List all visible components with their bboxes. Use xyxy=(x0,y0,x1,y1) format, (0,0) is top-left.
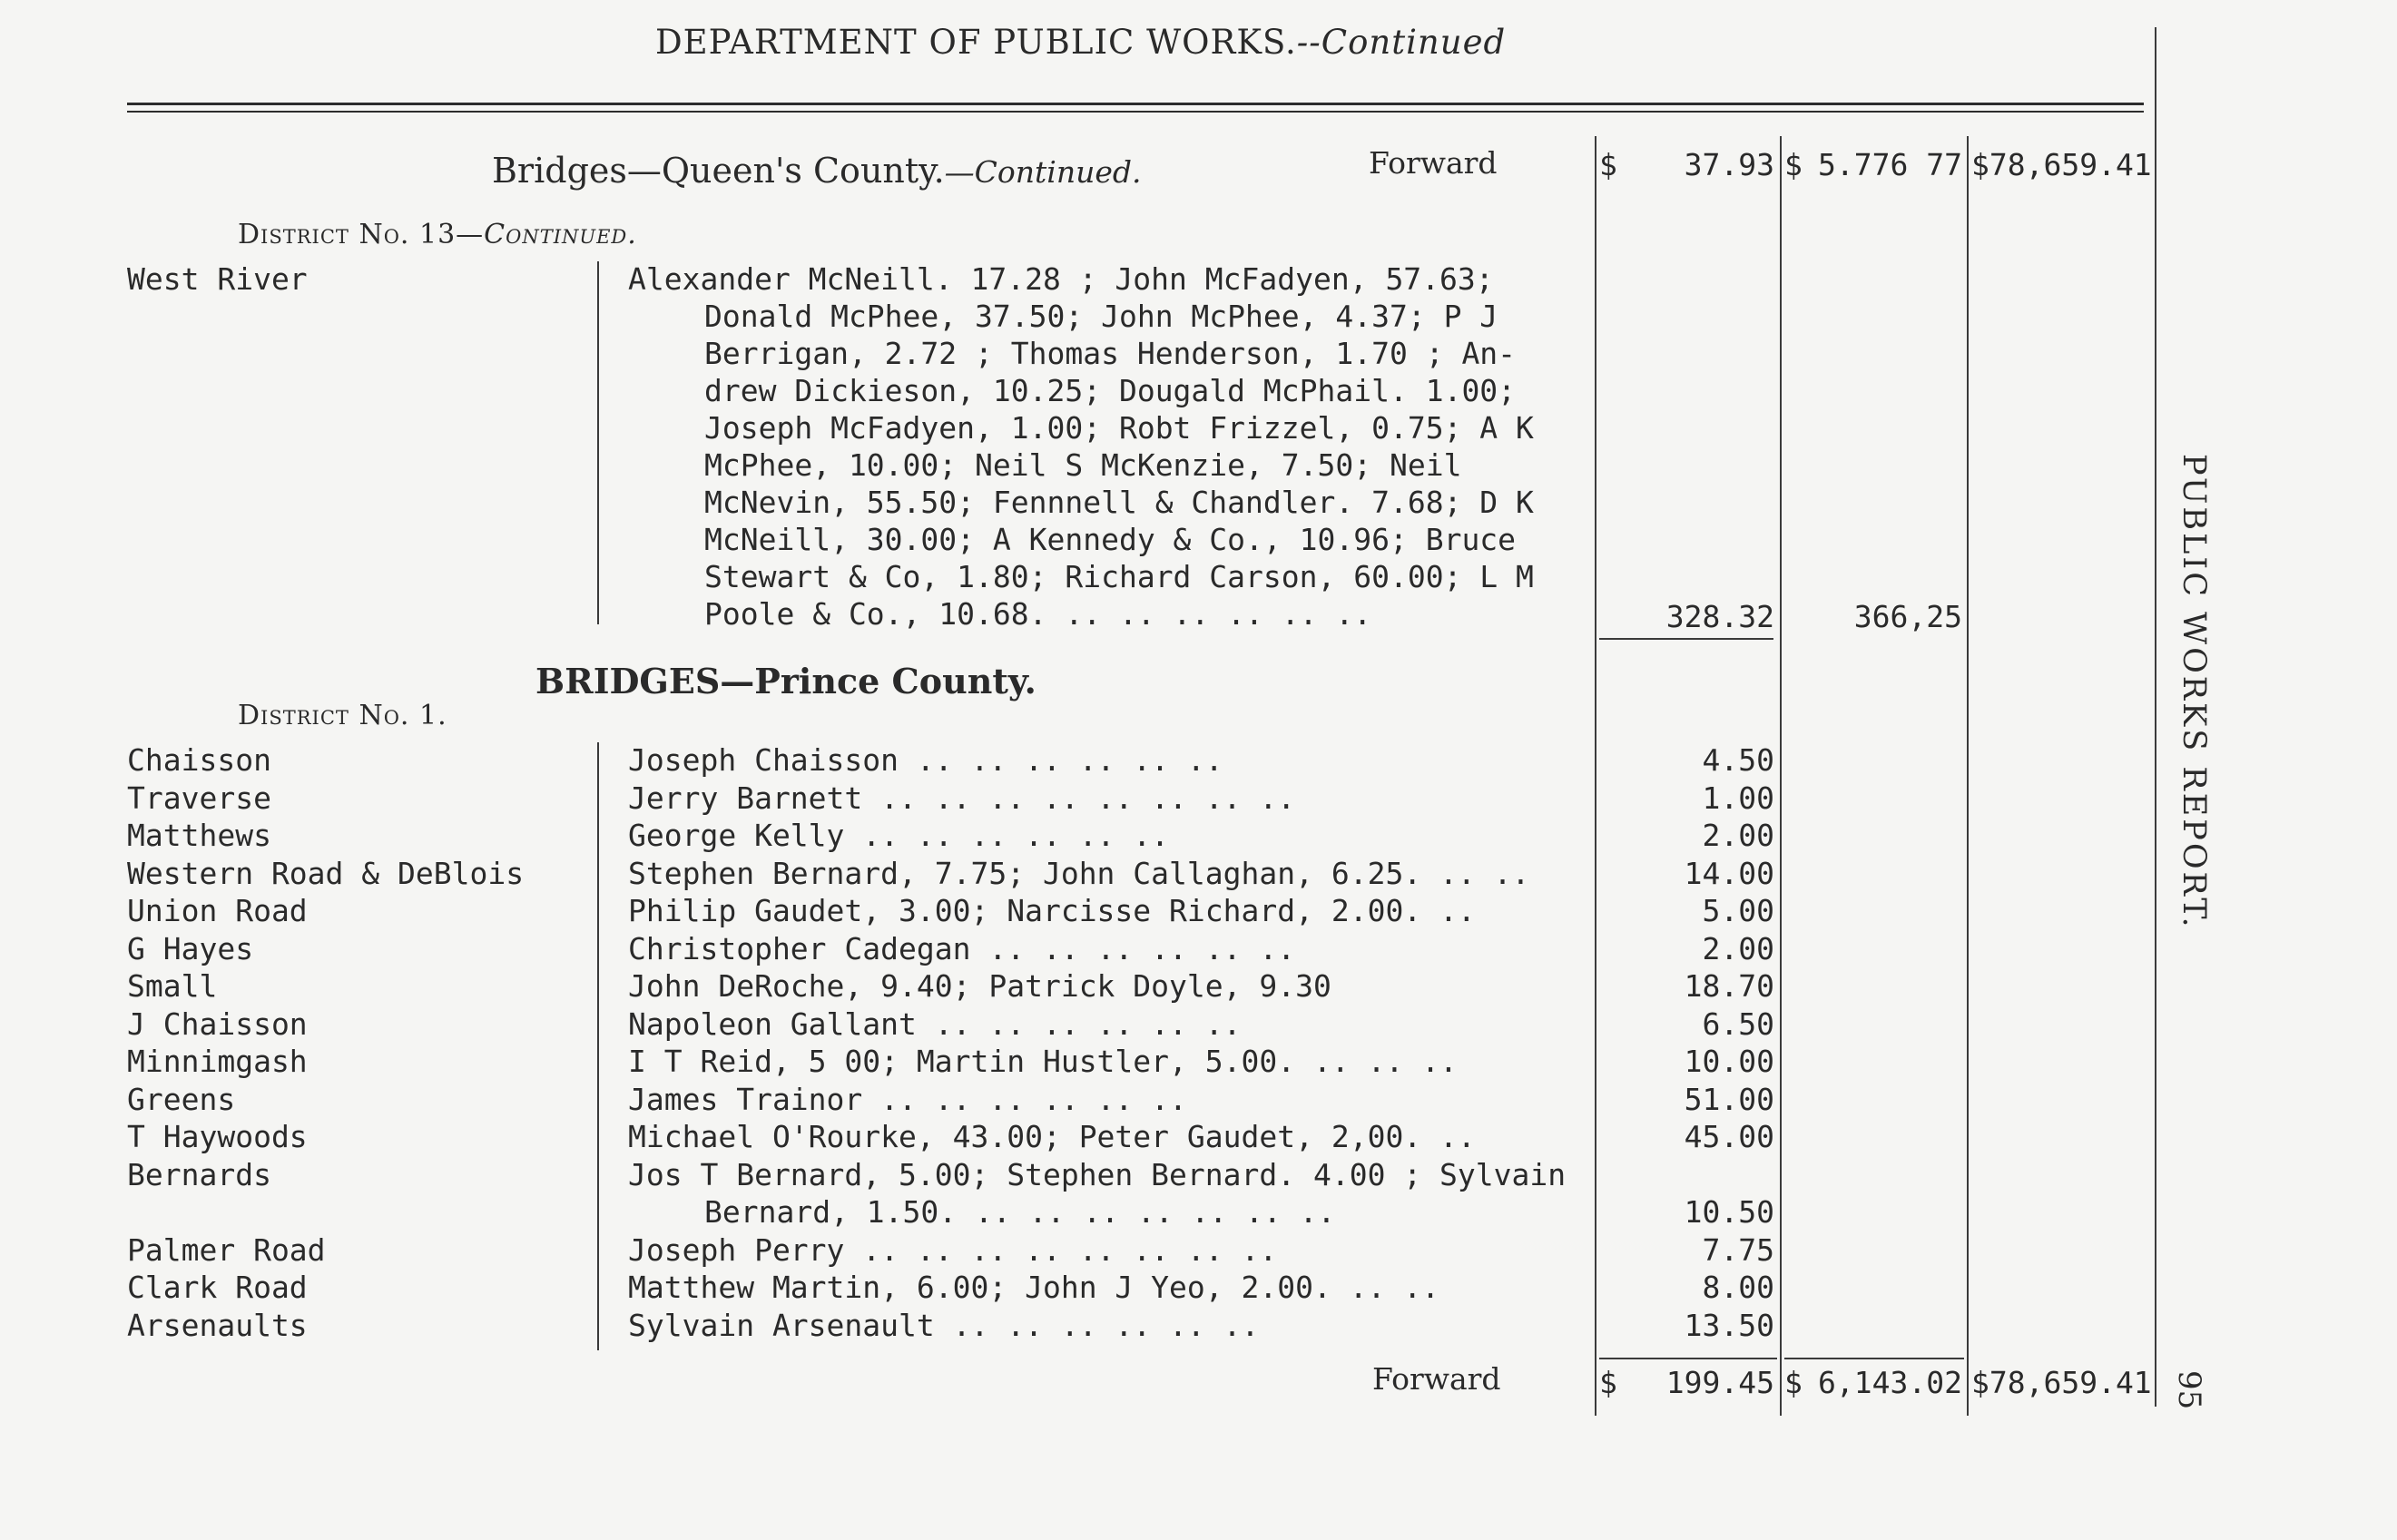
row-payee: George Kelly .. .. .. .. .. .. xyxy=(628,818,1170,853)
row-place: Arsenaults xyxy=(127,1307,308,1343)
section1-district-label: District No. 13— xyxy=(238,219,485,250)
row-place: Traverse xyxy=(127,780,271,816)
section1-payee-line: drew Dickieson, 10.25; Dougald McPhail. 1.00; xyxy=(704,373,1517,408)
row-place: Western Road & DeBlois xyxy=(127,855,525,891)
row-payee: Michael O'Rourke, 43.00; Peter Gaudet, 2,00. .. xyxy=(628,1119,1476,1154)
page-header xyxy=(655,23,1506,62)
page-right-border xyxy=(2155,27,2156,1407)
amount-column-left-line xyxy=(1595,136,1596,1416)
row-amount: 13.50 xyxy=(1684,1307,1774,1343)
row-place: Small xyxy=(127,968,218,1004)
row-payee: Napoleon Gallant .. .. .. .. .. .. xyxy=(628,1005,1242,1042)
forward-label-top: Forward xyxy=(1369,145,1498,181)
section1-payee-line: McNeill, 30.00; A Kennedy & Co., 10.96; Bruce xyxy=(704,522,1517,557)
row-payee: Jerry Barnett .. .. .. .. .. .. .. .. xyxy=(628,780,1296,816)
amount-column-line-3 xyxy=(1967,136,1969,1416)
section1-amount: 328.32 xyxy=(1665,599,1774,634)
forward-bottom-currency-1: $ xyxy=(1599,1365,1617,1400)
row-place: Chaisson xyxy=(127,742,271,778)
section1-subtotal: 366,25 xyxy=(1853,599,1962,634)
row-place: Matthews xyxy=(127,818,271,853)
forward-bottom-col1: 199.45 xyxy=(1665,1365,1774,1400)
row-payee: James Trainor .. .. .. .. .. .. xyxy=(628,1081,1187,1117)
row-place: Greens xyxy=(127,1081,236,1117)
payee-column-line-1 xyxy=(597,261,599,624)
amount-column-line-2 xyxy=(1780,136,1782,1416)
forward-bottom-currency-2: $ xyxy=(1784,1365,1803,1400)
forward-label-bottom: Forward xyxy=(1372,1361,1501,1397)
section1-payee-line: Joseph McFadyen, 1.00; Robt Frizzel, 0.75; A K xyxy=(704,410,1534,446)
row-amount: 8.00 xyxy=(1702,1270,1774,1305)
row-amount: 7.75 xyxy=(1702,1231,1774,1268)
footer-rule-col2 xyxy=(1784,1358,1964,1359)
header-rule-bottom xyxy=(127,111,2144,113)
forward-top-currency-1: $ xyxy=(1599,147,1617,182)
row-payee: Christopher Cadegan .. .. .. .. .. .. xyxy=(628,930,1296,966)
row-amount: 14.00 xyxy=(1684,855,1774,891)
section1-title: Bridges—Queen's County. xyxy=(492,151,945,191)
section1-payee-line: Donald McPhee, 37.50; John McPhee, 4.37; P J xyxy=(704,299,1498,334)
row-payee: Matthew Martin, 6.00; John J Yeo, 2.00. .. .. xyxy=(628,1270,1440,1305)
row-place: Minnimgash xyxy=(127,1044,308,1079)
row-payee: I T Reid, 5 00; Martin Hustler, 5.00. .. .. .. xyxy=(628,1044,1458,1079)
header-rule-top xyxy=(127,103,2144,105)
row-payee: John DeRoche, 9.40; Patrick Doyle, 9.30 xyxy=(628,968,1331,1004)
section1-payee-line: Poole & Co., 10.68. .. .. .. .. .. .. xyxy=(704,596,1372,632)
row-payee: Jos T Bernard, 5.00; Stephen Bernard. 4.00 ; Sylvain xyxy=(628,1156,1567,1192)
section1-payee-line: Stewart & Co, 1.80; Richard Carson, 60.00; L M xyxy=(704,559,1534,594)
row-payee: Sylvain Arsenault .. .. .. .. .. .. xyxy=(628,1307,1260,1343)
row-amount: 18.70 xyxy=(1684,968,1774,1004)
forward-top-currency-2: $ xyxy=(1784,147,1803,182)
side-title-text: PUBLIC WORKS REPORT. xyxy=(2176,454,2212,930)
section1-payee-line: McPhee, 10.00; Neil S McKenzie, 7.50; Neil xyxy=(704,447,1462,483)
section1-payee-line: Alexander McNeill. 17.28 ; John McFadyen, 57.63; xyxy=(628,261,1494,297)
row-payee-continued: Bernard, 1.50. .. .. .. .. .. .. .. xyxy=(704,1194,1336,1230)
section2-district: District No. 1. xyxy=(238,700,447,731)
row-place: Palmer Road xyxy=(127,1231,326,1268)
row-place: Clark Road xyxy=(127,1270,308,1305)
header-title: DEPARTMENT OF PUBLIC WORKS. xyxy=(655,23,1297,62)
section1-place: West River xyxy=(127,261,308,297)
section1-amount-rule xyxy=(1599,638,1773,640)
section1-district xyxy=(238,219,637,250)
row-place: G Hayes xyxy=(127,930,254,966)
footer-rule-col1 xyxy=(1599,1358,1777,1359)
section1-payee-line: Berrigan, 2.72 ; Thomas Henderson, 1.70 ; An- xyxy=(704,336,1517,371)
forward-bottom-col2: 6,143.02 xyxy=(1818,1365,1962,1400)
row-place: J Chaisson xyxy=(127,1005,308,1042)
row-payee: Philip Gaudet, 3.00; Narcisse Richard, 2.00. .. xyxy=(628,893,1476,928)
row-amount: 2.00 xyxy=(1702,818,1774,853)
row-place: T Haywoods xyxy=(127,1119,308,1154)
section1-district-continued: Continued. xyxy=(484,219,637,250)
row-amount: 51.00 xyxy=(1684,1081,1774,1117)
header-continued: --Continued xyxy=(1296,23,1507,62)
forward-top-col2: 5.776 77 xyxy=(1818,147,1962,182)
forward-top-col3: $78,659.41 xyxy=(1971,147,2152,182)
row-amount: 5.00 xyxy=(1702,893,1774,928)
section2-title: BRIDGES—Prince County. xyxy=(535,661,1036,701)
row-place: Union Road xyxy=(127,893,308,928)
row-amount: 1.00 xyxy=(1702,780,1774,816)
side-title xyxy=(2174,454,2219,1035)
row-payee: Joseph Perry .. .. .. .. .. .. .. .. xyxy=(628,1231,1278,1268)
page-number: 95 xyxy=(2171,1370,2207,1410)
section1-heading xyxy=(492,151,1142,191)
row-amount: 2.00 xyxy=(1702,930,1774,966)
forward-top-col1: 37.93 xyxy=(1684,147,1774,182)
row-place: Bernards xyxy=(127,1156,271,1192)
row-amount: 6.50 xyxy=(1702,1005,1774,1042)
row-amount: 10.50 xyxy=(1684,1194,1774,1230)
row-amount: 10.00 xyxy=(1684,1044,1774,1079)
section1-payee-line: McNevin, 55.50; Fennnell & Chandler. 7.68; D K xyxy=(704,485,1534,520)
section1-continued: —Continued. xyxy=(944,154,1142,190)
row-payee: Stephen Bernard, 7.75; John Callaghan, 6.25. .. .. xyxy=(628,855,1530,891)
row-payee: Joseph Chaisson .. .. .. .. .. .. xyxy=(628,742,1223,778)
row-amount: 4.50 xyxy=(1702,742,1774,778)
payee-column-line-2 xyxy=(597,742,599,1350)
row-amount: 45.00 xyxy=(1684,1119,1774,1154)
forward-bottom-col3: $78,659.41 xyxy=(1971,1365,2152,1400)
